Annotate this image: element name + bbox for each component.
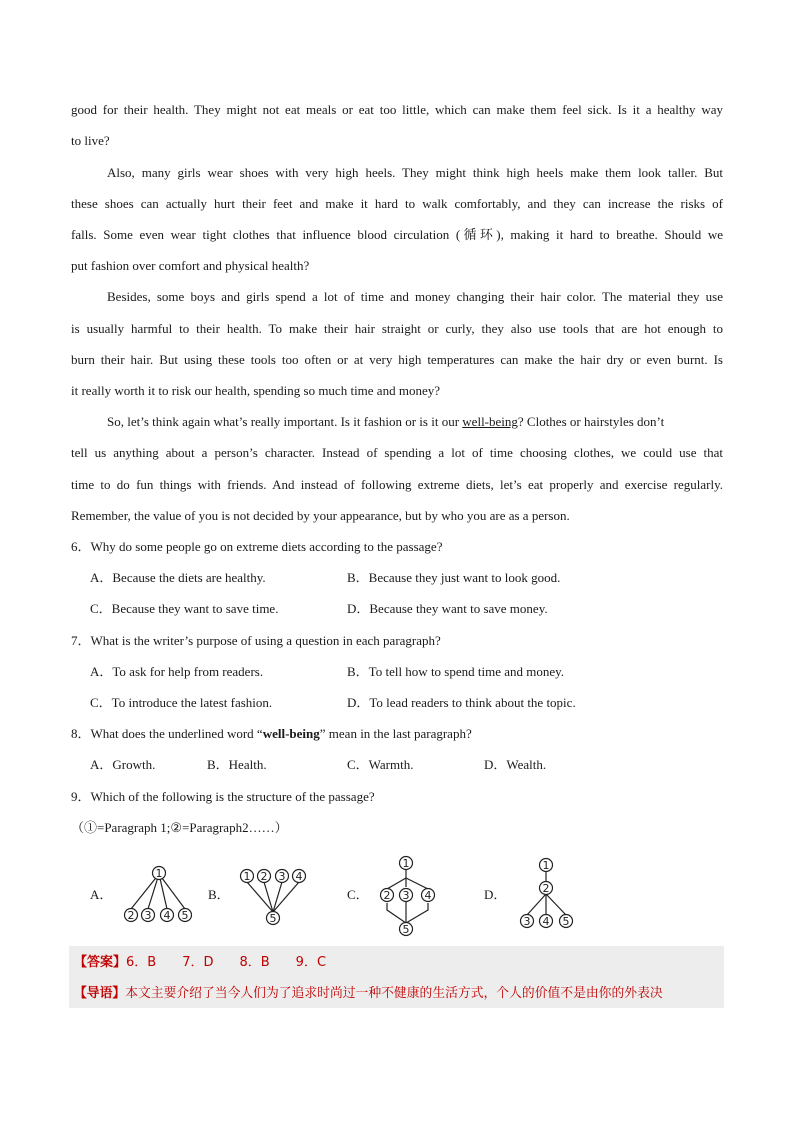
svg-text:1: 1: [155, 867, 163, 880]
paragraph-node-5: [400, 923, 413, 937]
passage-text: ? Clothes or hairstyles don’t: [517, 414, 665, 429]
paragraph-node-4: [422, 889, 435, 903]
paragraph-node-2: [125, 909, 138, 923]
svg-text:2: 2: [127, 909, 135, 922]
paragraph-node-1: [241, 870, 254, 884]
paragraph-node-1: [153, 867, 166, 881]
underlined-word: well-being: [462, 414, 518, 429]
q6-option-b[interactable]: B．Because they just want to look good.: [347, 570, 561, 585]
passage-line: tell us anything about a person’s character. Instead of spending a lot of time choosing clothes, we could use that: [71, 445, 723, 460]
q8-option-c[interactable]: C．Warmth.: [347, 757, 414, 772]
svg-text:4: 4: [542, 915, 550, 928]
paragraph-node-4: [540, 915, 553, 929]
passage-line: [107, 414, 723, 430]
guide-line: [74, 986, 663, 1002]
passage-line: burn their hair. But using these tools too often or at very high temperatures can make the hair dry or even burnt. Is: [71, 352, 723, 367]
paragraph-node-4: [293, 870, 306, 884]
paragraph-node-4: [161, 909, 174, 923]
svg-text:2: 2: [542, 882, 550, 895]
svg-text:4: 4: [163, 909, 171, 922]
passage-line: falls. Some even wear tight clothes that influence blood circulation (循环), making it hard to breathe. Should we: [71, 227, 723, 242]
paragraph-node-1: [540, 859, 553, 873]
passage-text: So, let’s think again what’s really important. Is it fashion or is it our: [107, 414, 463, 429]
svg-text:3: 3: [144, 909, 152, 922]
svg-text:1: 1: [542, 859, 550, 872]
passage-line: put fashion over comfort and physical health?: [71, 258, 310, 273]
paragraph-node-5: [560, 915, 573, 929]
q9-option-c-label[interactable]: C．: [347, 887, 369, 902]
passage-line: Besides, some boys and girls spend a lot of time and money changing their hair color. The material they use: [107, 289, 723, 304]
question-9-stem: 9．Which of the following is the structure of the passage?: [71, 789, 375, 804]
paragraph-node-2: [381, 889, 394, 903]
passage-line: good for their health. They might not eat meals or eat too little, which can make them feel sick. Is it a healthy way: [71, 102, 723, 117]
passage-line: these shoes can actually hurt their feet and make it hard to walk comfortably, and they can increase the risks of: [71, 196, 723, 211]
q8-bold-word: well-being: [262, 726, 320, 741]
question-7-stem: 7．What is the writer’s purpose of using a question in each paragraph?: [71, 633, 441, 648]
svg-text:5: 5: [181, 909, 189, 922]
passage-line: it really worth it to risk our health, spending so much time and money?: [71, 383, 440, 398]
svg-text:1: 1: [402, 857, 410, 870]
paragraph-node-3: [276, 870, 289, 884]
passage-line: to live?: [71, 133, 110, 148]
answer-line: [74, 955, 326, 971]
q7-option-d[interactable]: D．To lead readers to think about the topic.: [347, 695, 576, 710]
paragraph-node-5: [267, 912, 280, 926]
paragraph-node-1: [400, 857, 413, 871]
q8-option-b[interactable]: B．Health.: [207, 757, 267, 772]
structure-diagram-a[interactable]: [115, 862, 195, 926]
passage-line: Also, many girls wear shoes with very high heels. They might think high heels make them look taller. But: [107, 165, 723, 180]
paragraph-node-2: [540, 882, 553, 896]
q7-option-b[interactable]: B．To tell how to spend time and money.: [347, 664, 565, 679]
answer-tag: 【答案】: [74, 955, 127, 970]
svg-text:4: 4: [424, 889, 432, 902]
q8-stem-text: 8．What does the underlined word “: [71, 726, 263, 741]
q9-option-d-label[interactable]: D．: [484, 887, 507, 902]
svg-text:4: 4: [295, 870, 303, 883]
guide-tag: 【导语】: [74, 986, 126, 1001]
structure-diagram-b[interactable]: [232, 862, 322, 930]
svg-text:5: 5: [562, 915, 570, 928]
paragraph-node-3: [142, 909, 155, 923]
q6-option-d[interactable]: D．Because they want to save money.: [347, 601, 548, 616]
svg-text:2: 2: [383, 889, 391, 902]
svg-text:3: 3: [523, 915, 531, 928]
passage-line: is usually harmful to their health. To make their hair straight or curly, they also use tools that are hot enough to: [71, 321, 723, 336]
q6-option-c[interactable]: C．Because they want to save time.: [90, 601, 279, 616]
q6-option-a[interactable]: A．Because the diets are healthy.: [90, 570, 266, 585]
svg-text:5: 5: [402, 923, 410, 936]
svg-text:5: 5: [269, 912, 277, 925]
paragraph-node-3: [521, 915, 534, 929]
q9-option-a-label[interactable]: A．: [90, 887, 113, 902]
q9-option-b-label[interactable]: B．: [208, 887, 230, 902]
paragraph-node-5: [179, 909, 192, 923]
svg-text:1: 1: [243, 870, 251, 883]
question-6-stem: 6．Why do some people go on extreme diets according to the passage?: [71, 539, 443, 554]
paragraph-node-3: [400, 889, 413, 903]
question-9-note: （①=Paragraph 1;②=Paragraph2……）: [71, 820, 288, 835]
passage-line: Remember, the value of you is not decided by your appearance, but by who you are as a person.: [71, 508, 570, 523]
answer-text: 6．B 7．D 8．B 9．C: [126, 955, 327, 970]
guide-text: 本文主要介绍了当今人们为了追求时尚过一种不健康的生活方式，个人的价值不是由你的外表决: [125, 986, 663, 1001]
paragraph-node-2: [258, 870, 271, 884]
svg-text:3: 3: [278, 870, 286, 883]
q8-option-d[interactable]: D．Wealth.: [484, 757, 547, 772]
q7-option-a[interactable]: A．To ask for help from readers.: [90, 664, 264, 679]
passage-line: time to do fun things with friends. And instead of following extreme diets, let’s eat properly and exercise regularly.: [71, 477, 723, 492]
q8-option-a[interactable]: A．Growth.: [90, 757, 156, 772]
svg-text:2: 2: [260, 870, 268, 883]
q7-option-c[interactable]: C．To introduce the latest fashion.: [90, 695, 273, 710]
question-8-stem: [71, 726, 472, 742]
q8-stem-text: ” mean in the last paragraph?: [319, 726, 472, 741]
structure-diagram-c[interactable]: [375, 854, 445, 940]
structure-diagram-d[interactable]: [514, 855, 584, 931]
svg-text:3: 3: [402, 889, 410, 902]
